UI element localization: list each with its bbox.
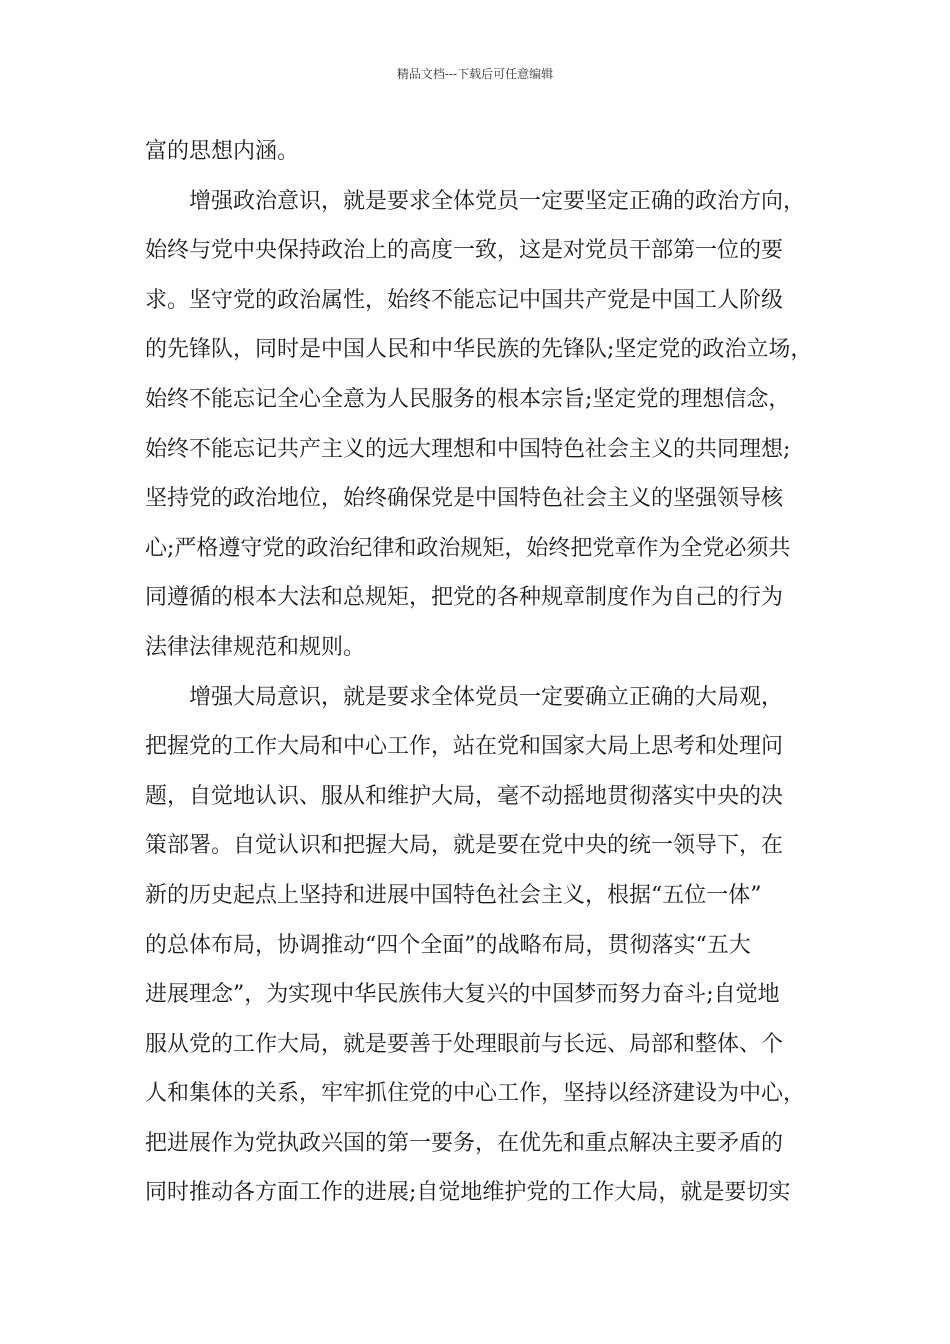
text-line: 富的思想内涵。 [145, 139, 300, 164]
text-line: 法律法律规范和规则。 [145, 634, 366, 660]
text-line: 的先锋队，同时是中国人民和中华民族的先锋队;坚定党的政治立场， [145, 337, 813, 363]
text-line: 人和集体的关系，牢牢抓住党的中心工作，坚持以经济建设为中心， [145, 1081, 806, 1107]
text-line: 把握党的工作大局和中心工作，站在党和国家大局上思考和处理问 [145, 734, 784, 760]
text-line: 策部署。自觉认识和把握大局，就是要在党中央的统一领导下，在 [145, 833, 784, 859]
document-body [145, 127, 815, 1218]
page-header: 精品文档---下载后可任意编辑 [396, 67, 554, 81]
text-line: 进展理念”，为实现中华民族伟大复兴的中国梦而努力奋斗;自觉地 [145, 982, 780, 1008]
text-line: 新的历史起点上坚持和进展中国特色社会主义，根据“五位一体” [145, 882, 762, 908]
text-line: 求。坚守党的政治属性，始终不能忘记中国共产党是中国工人阶级 [145, 287, 784, 313]
text-line: 把进展作为党执政兴国的第一要务，在优先和重点解决主要矛盾的 [145, 1130, 784, 1156]
text-line: 题，自觉地认识、服从和维护大局，毫不动摇地贯彻落实中央的决 [145, 783, 784, 809]
paragraph-start-line: 增强大局意识，就是要求全体党员一定要确立正确的大局观， [189, 684, 784, 710]
text-line: 同时推动各方面工作的进展;自觉地维护党的工作大局，就是要切实 [145, 1180, 791, 1206]
paragraph-start-line: 增强政治意识，就是要求全体党员一定要坚定正确的政治方向， [189, 188, 806, 214]
text-line: 心;严格遵守党的政治纪律和政治规矩，始终把党章作为全党必须共 [145, 535, 791, 561]
text-line: 始终与党中央保持政治上的高度一致，这是对党员干部第一位的要 [145, 238, 784, 264]
text-line: 始终不能忘记全心全意为人民服务的根本宗旨;坚定党的理想信念， [145, 386, 791, 412]
text-line: 服从党的工作大局，就是要善于处理眼前与长远、局部和整体、个 [145, 1031, 784, 1057]
text-line: 同遵循的根本大法和总规矩，把党的各种规章制度作为自己的行为 [145, 585, 784, 611]
text-line: 始终不能忘记共产主义的远大理想和中国特色社会主义的共同理想; [145, 436, 791, 462]
text-line: 坚持党的政治地位，始终确保党是中国特色社会主义的坚强领导核 [145, 486, 784, 512]
text-line: 的总体布局，协调推动“四个全面”的战略布局，贯彻落实“五大 [145, 932, 751, 958]
